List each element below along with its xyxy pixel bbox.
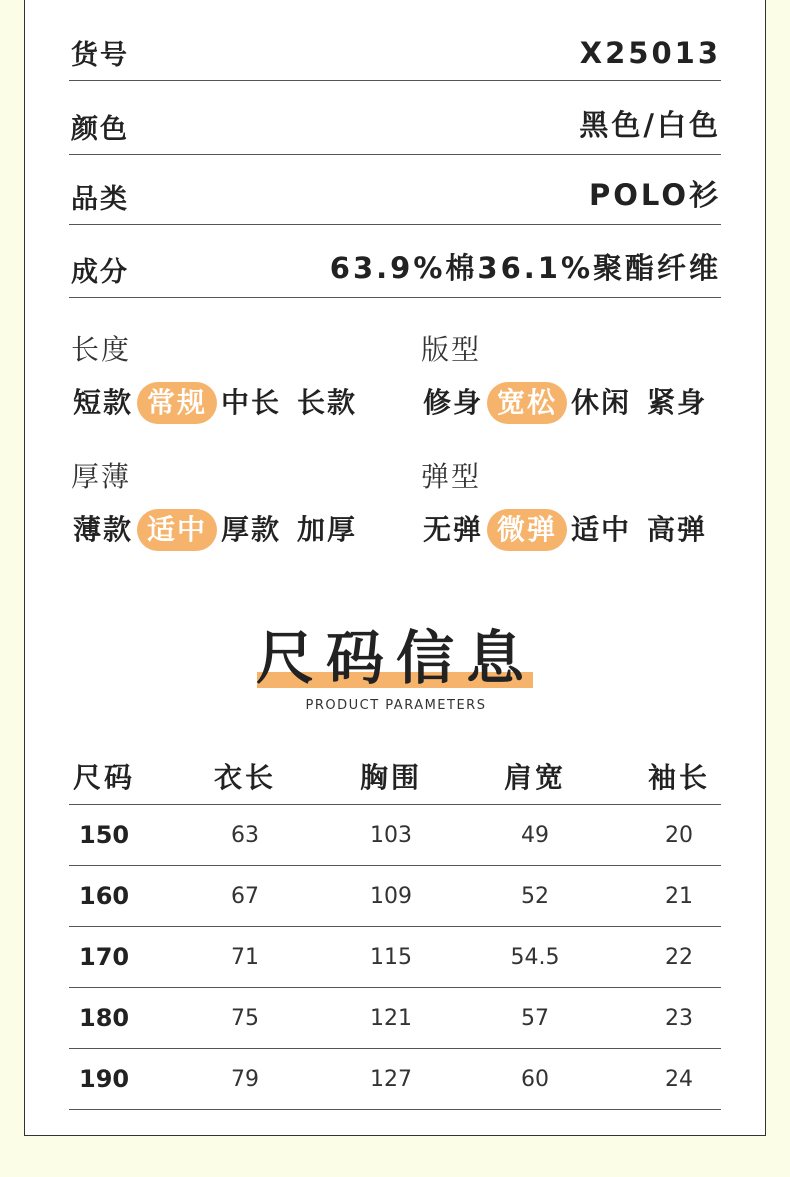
table-row: 160 67 109 52 21: [69, 866, 721, 927]
size-table: [69, 748, 721, 1110]
attribute-option: 高弹: [647, 513, 708, 546]
attribute-thickness: [71, 457, 391, 551]
size-section-header: [25, 624, 767, 728]
attribute-option: 厚款: [221, 513, 282, 546]
info-label: 品类: [71, 184, 129, 215]
table-cell: 180: [79, 1004, 130, 1032]
header-cell: 尺码: [73, 761, 136, 794]
table-cell: 150: [79, 821, 130, 849]
size-table-header: 尺码 衣长 胸围 肩宽 袖长: [69, 748, 721, 805]
info-label: 货号: [71, 40, 129, 71]
info-label: 颜色: [71, 114, 129, 145]
attribute-options: [71, 509, 391, 551]
info-label: 成分: [71, 257, 129, 288]
table-row: 150 63 103 49 20: [69, 805, 721, 866]
info-row-material: [69, 223, 721, 298]
attribute-option: 短款: [73, 386, 134, 419]
attribute-fit: [421, 330, 741, 424]
attribute-option: 中长: [221, 386, 282, 419]
table-row: 190 79 127 60 24: [69, 1049, 721, 1110]
attribute-option: 长款: [297, 386, 358, 419]
attribute-option: 薄款: [73, 513, 134, 546]
info-row-category: [69, 150, 721, 225]
attribute-option: 加厚: [297, 513, 358, 546]
info-row-item-number: [69, 6, 721, 81]
info-value: X25013: [579, 36, 721, 70]
attribute-option: 无弹: [423, 513, 484, 546]
attribute-options: [421, 382, 741, 424]
attribute-title: 长度: [71, 333, 132, 366]
attribute-option-selected: 微弹: [487, 509, 567, 551]
attribute-option: 紧身: [647, 386, 708, 419]
info-row-color: [69, 80, 721, 155]
attribute-title: 弹型: [421, 460, 482, 493]
attribute-title: 厚薄: [71, 460, 132, 493]
attribute-options: [71, 382, 391, 424]
table-cell: 170: [79, 943, 130, 971]
product-detail-card: [24, 0, 766, 1136]
table-row: 180 75 121 57 23: [69, 988, 721, 1049]
attribute-elasticity: [421, 457, 741, 551]
size-section-title: 尺码信息: [255, 624, 536, 692]
attribute-option-selected: 常规: [137, 382, 217, 424]
attribute-title: 版型: [421, 333, 482, 366]
info-value: 黑色/白色: [579, 108, 721, 142]
attribute-option: 休闲: [571, 386, 632, 419]
size-section-subtitle: PRODUCT PARAMETERS: [305, 698, 487, 713]
table-cell: 190: [79, 1065, 130, 1093]
attribute-option-selected: 适中: [137, 509, 217, 551]
attribute-option-selected: 宽松: [487, 382, 567, 424]
table-row: 170 71 115 54.5 22: [69, 927, 721, 988]
attribute-options: [421, 509, 741, 551]
attribute-length: [71, 330, 391, 424]
table-cell: 160: [79, 882, 130, 910]
attribute-option: 修身: [423, 386, 484, 419]
info-value: POLO衫: [588, 178, 721, 212]
attribute-option: 适中: [571, 513, 632, 546]
info-value: 63.9%棉36.1%聚酯纤维: [329, 251, 721, 285]
